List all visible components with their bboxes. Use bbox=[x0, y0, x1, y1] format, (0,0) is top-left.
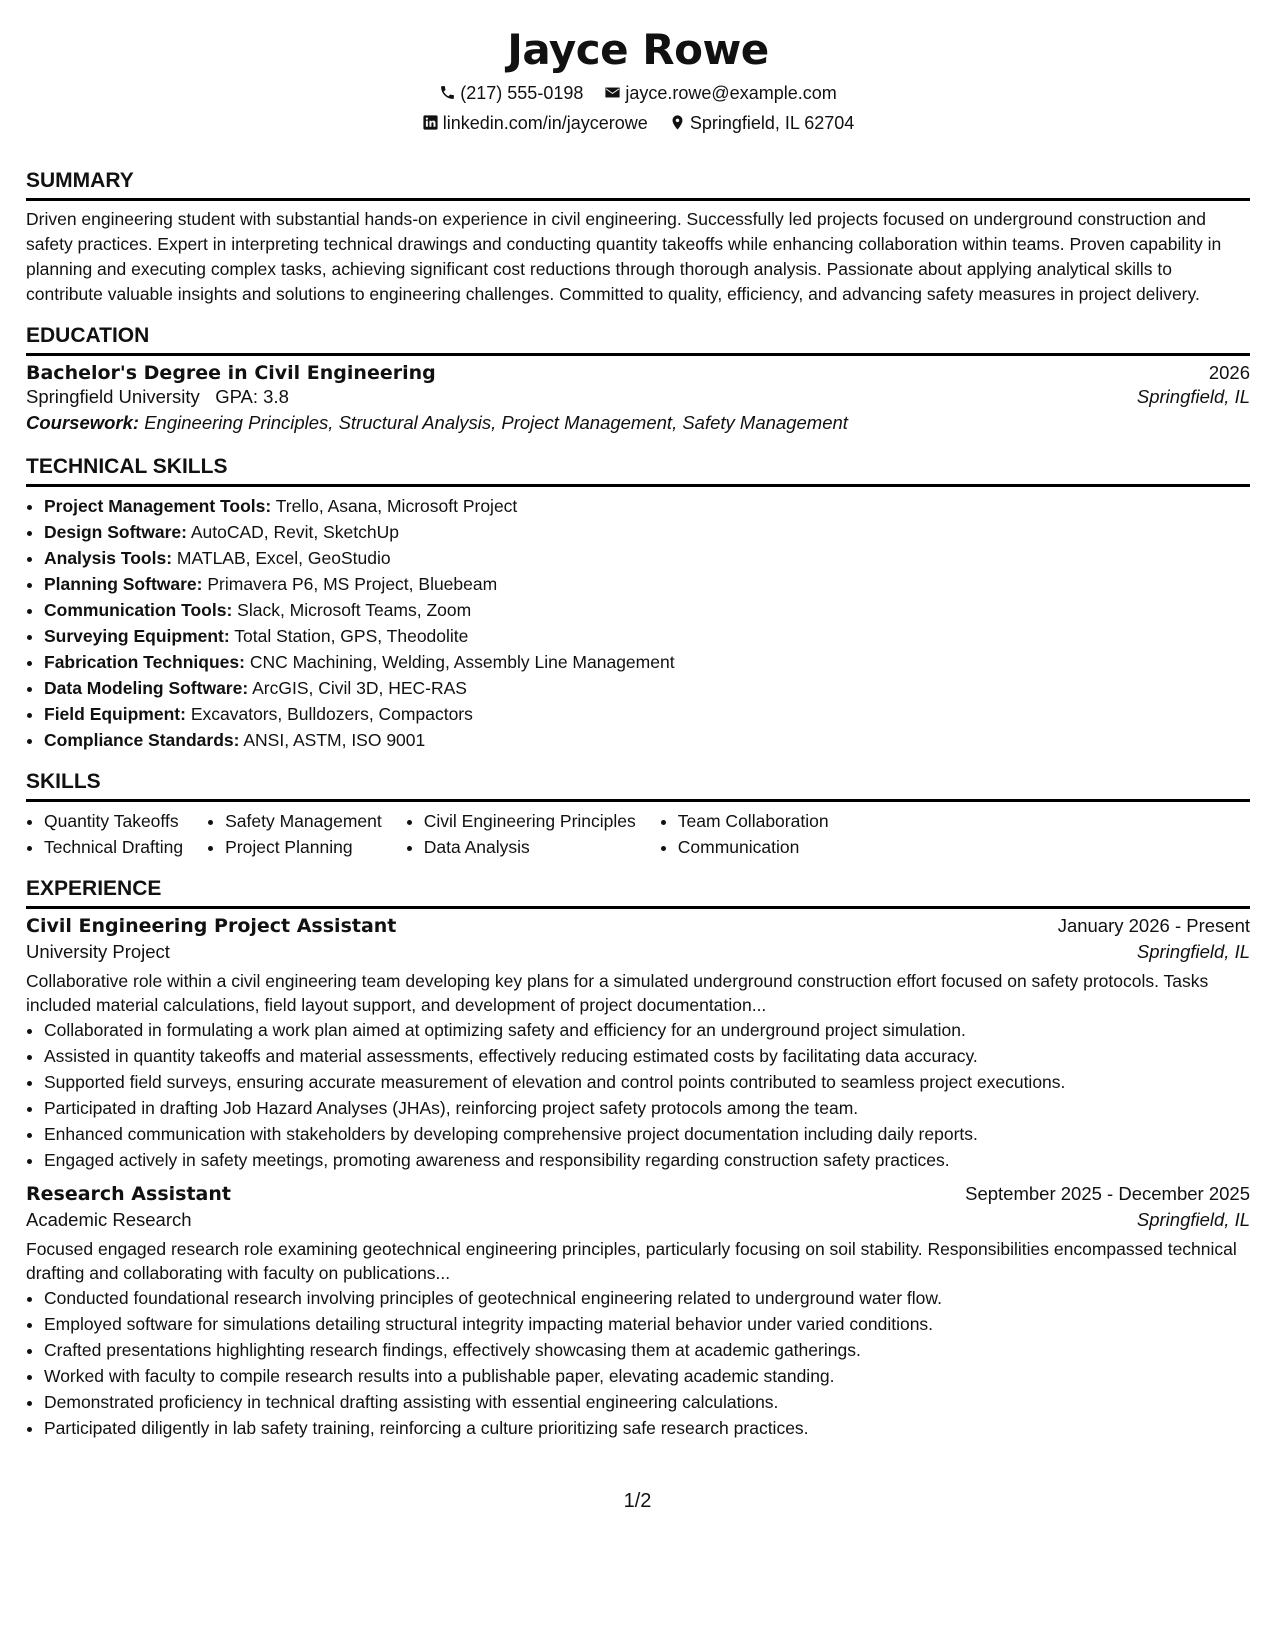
skills-column bbox=[207, 808, 382, 860]
list-item: • Enhanced communication with stakeholders by developing comprehensive project documentation including daily reports. bbox=[44, 1121, 1250, 1147]
skill-label: Compliance Standards: bbox=[44, 730, 240, 750]
envelope-icon bbox=[604, 84, 621, 101]
list-item: • Team Collaboration bbox=[678, 808, 829, 834]
list-item: • Quantity Takeoffs bbox=[44, 808, 183, 834]
job-date: September 2025 - December 2025 bbox=[965, 1183, 1250, 1204]
education-section bbox=[26, 323, 1250, 434]
summary-section bbox=[26, 168, 1250, 307]
education-title-row bbox=[26, 362, 1250, 384]
contact-line-2 bbox=[26, 108, 1250, 138]
skills-heading: SKILLS bbox=[26, 769, 1250, 802]
job-bullets bbox=[26, 1285, 1250, 1441]
job-title: Research Assistant bbox=[26, 1183, 231, 1205]
skill-value: CNC Machining, Welding, Assembly Line Management bbox=[249, 652, 675, 672]
technical-skills-list bbox=[26, 493, 1250, 753]
list-item: • Safety Management bbox=[225, 808, 382, 834]
education-location: Springfield, IL bbox=[1136, 386, 1250, 407]
email-text: jayce.rowe@example.com bbox=[625, 83, 837, 103]
list-item: • Crafted presentations highlighting research findings, effectively showcasing them at academic gatherings. bbox=[44, 1337, 1250, 1363]
list-item: • Technical Drafting bbox=[44, 834, 183, 860]
list-item bbox=[44, 701, 1250, 727]
skill-label: Planning Software: bbox=[44, 574, 203, 594]
skill-value: ANSI, ASTM, ISO 9001 bbox=[243, 730, 426, 750]
list-item bbox=[44, 623, 1250, 649]
degree: Bachelor's Degree in Civil Engineering bbox=[26, 362, 436, 384]
skill-value: Excavators, Bulldozers, Compactors bbox=[190, 704, 473, 724]
phone-item[interactable] bbox=[439, 78, 583, 108]
coursework-label: Coursework: bbox=[26, 412, 140, 433]
list-item: • Conducted foundational research involving principles of geotechnical engineering related to underground water flow. bbox=[44, 1285, 1250, 1311]
list-item: • Employed software for simulations detailing structural integrity impacting material behavior under varied conditions. bbox=[44, 1311, 1250, 1337]
candidate-name: Jayce Rowe bbox=[507, 25, 769, 74]
skills-section bbox=[26, 769, 1250, 860]
skill-label: Surveying Equipment: bbox=[44, 626, 230, 646]
education-sub-row bbox=[26, 386, 1250, 408]
list-item: • Supported field surveys, ensuring accurate measurement of elevation and control points contributed to seamless project executions. bbox=[44, 1069, 1250, 1095]
summary-text: Driven engineering student with substantial hands-on experience in civil engineering. Successfully led projects focused on underground construction and safety practices. Expert in interpreting technical drawings and conducting quantity takeoffs while enhancing collaboration within teams. Proven capability in planning and executing complex tasks, achieving significant cost reductions through thorough analysis. Passionate about applying analytical skills to contribute valuable insights and solutions to engineering challenges. Committed to quality, efficiency, and advancing safety measures in project delivery. bbox=[26, 209, 1222, 304]
resume-page bbox=[26, 0, 1250, 1441]
job-date: January 2026 - Present bbox=[1057, 915, 1250, 936]
school-line bbox=[26, 386, 289, 408]
job-org: Academic Research bbox=[26, 1209, 192, 1230]
technical-skills-heading: TECHNICAL SKILLS bbox=[26, 454, 1250, 487]
skill-label: Field Equipment: bbox=[44, 704, 186, 724]
skill-label: Analysis Tools: bbox=[44, 548, 173, 568]
school: Springfield University bbox=[26, 386, 200, 407]
technical-skills-section bbox=[26, 454, 1250, 753]
experience-entry bbox=[26, 915, 1250, 1173]
skill-value: Primavera P6, MS Project, Bluebeam bbox=[207, 574, 498, 594]
map-pin-icon bbox=[669, 114, 686, 131]
page-number: 1/2 bbox=[623, 1490, 652, 1512]
job-title-row bbox=[26, 1183, 1250, 1205]
phone-text: (217) 555-0198 bbox=[460, 83, 584, 103]
list-item: • Civil Engineering Principles bbox=[424, 808, 636, 834]
list-item bbox=[44, 571, 1250, 597]
list-item bbox=[44, 519, 1250, 545]
list-item bbox=[44, 493, 1250, 519]
list-item: • Demonstrated proficiency in technical drafting assisting with essential engineering calculations. bbox=[44, 1389, 1250, 1415]
coursework-line bbox=[26, 412, 1250, 434]
list-item: • Data Analysis bbox=[424, 834, 636, 860]
contact-line-1 bbox=[26, 78, 1250, 108]
experience-heading: EXPERIENCE bbox=[26, 876, 1250, 909]
skill-value: Slack, Microsoft Teams, Zoom bbox=[237, 600, 472, 620]
job-description: Focused engaged research role examining geotechnical engineering principles, particularly focusing on soil stability. Responsibilities encompassed technical drafting and collaborating with faculty on publications... bbox=[26, 1239, 1237, 1283]
job-title-row bbox=[26, 915, 1250, 937]
skill-value: MATLAB, Excel, GeoStudio bbox=[176, 548, 391, 568]
list-item: • Participated in drafting Job Hazard Analyses (JHAs), reinforcing project safety protocols among the team. bbox=[44, 1095, 1250, 1121]
list-item bbox=[44, 649, 1250, 675]
coursework-text: Engineering Principles, Structural Analysis, Project Management, Safety Management bbox=[144, 412, 848, 433]
skill-value: AutoCAD, Revit, SketchUp bbox=[190, 522, 399, 542]
list-item: • Project Planning bbox=[225, 834, 382, 860]
skill-value: ArcGIS, Civil 3D, HEC-RAS bbox=[252, 678, 467, 698]
job-location: Springfield, IL bbox=[1136, 1209, 1250, 1230]
location-item bbox=[669, 108, 854, 138]
skills-grid bbox=[26, 808, 1250, 860]
list-item: • Assisted in quantity takeoffs and material assessments, effectively reducing estimated costs by facilitating data accuracy. bbox=[44, 1043, 1250, 1069]
skill-label: Project Management Tools: bbox=[44, 496, 272, 516]
list-item bbox=[44, 727, 1250, 753]
skill-label: Design Software: bbox=[44, 522, 187, 542]
job-bullets bbox=[26, 1017, 1250, 1173]
list-item: • Participated diligently in lab safety training, reinforcing a culture prioritizing safe research practices. bbox=[44, 1415, 1250, 1441]
linkedin-text: linkedin.com/in/jaycerowe bbox=[442, 113, 648, 133]
linkedin-item[interactable] bbox=[422, 108, 648, 138]
list-item: • Communication bbox=[678, 834, 829, 860]
summary-heading: SUMMARY bbox=[26, 168, 1250, 201]
job-description: Collaborative role within a civil engineering team developing key plans for a simulated underground construction effort focused on safety protocols. Tasks included material calculations, field layout support, and development of project documentation... bbox=[26, 971, 1209, 1015]
list-item: • Engaged actively in safety meetings, promoting awareness and responsibility regarding construction safety practices. bbox=[44, 1147, 1250, 1173]
skill-label: Data Modeling Software: bbox=[44, 678, 249, 698]
skill-label: Fabrication Techniques: bbox=[44, 652, 245, 672]
skills-column bbox=[406, 808, 636, 860]
education-heading: EDUCATION bbox=[26, 323, 1250, 356]
gpa: GPA: 3.8 bbox=[215, 386, 289, 407]
list-item: • Worked with faculty to compile research results into a publishable paper, elevating academic standing. bbox=[44, 1363, 1250, 1389]
experience-section bbox=[26, 876, 1250, 1441]
job-org: University Project bbox=[26, 941, 170, 962]
linkedin-icon bbox=[422, 114, 439, 131]
job-sub-row bbox=[26, 941, 1250, 963]
job-location: Springfield, IL bbox=[1136, 941, 1250, 962]
list-item: • Collaborated in formulating a work plan aimed at optimizing safety and efficiency for an underground project simulation. bbox=[44, 1017, 1250, 1043]
skill-value: Trello, Asana, Microsoft Project bbox=[275, 496, 518, 516]
job-sub-row bbox=[26, 1209, 1250, 1231]
list-item bbox=[44, 545, 1250, 571]
job-title: Civil Engineering Project Assistant bbox=[26, 915, 397, 937]
skill-value: Total Station, GPS, Theodolite bbox=[234, 626, 469, 646]
experience-entry bbox=[26, 1183, 1250, 1441]
phone-icon bbox=[439, 84, 456, 101]
skills-column bbox=[26, 808, 183, 860]
list-item bbox=[44, 597, 1250, 623]
email-item[interactable] bbox=[604, 78, 836, 108]
skills-column bbox=[660, 808, 829, 860]
list-item bbox=[44, 675, 1250, 701]
skill-label: Communication Tools: bbox=[44, 600, 233, 620]
location-text: Springfield, IL 62704 bbox=[689, 113, 855, 133]
graduation-year: 2026 bbox=[1208, 362, 1250, 383]
